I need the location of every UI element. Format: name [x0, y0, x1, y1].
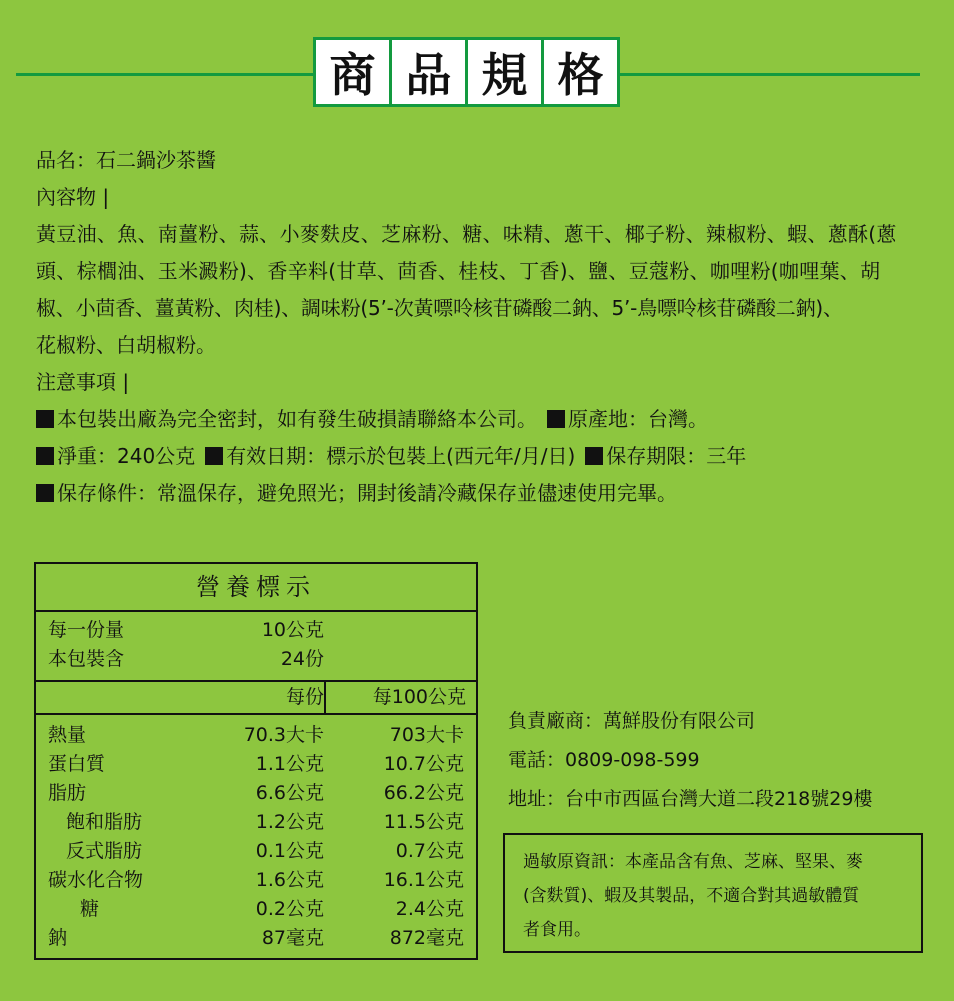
- nutrient-name: 糖: [80, 898, 100, 920]
- serving-size-label: 每一份量: [48, 619, 125, 641]
- nutrient-name: 脂肪: [48, 782, 87, 804]
- company-maker: 負責廠商：萬鮮股份有限公司: [508, 710, 756, 732]
- nutrient-name: 鈉: [48, 927, 68, 949]
- ingredients-line: 頭、棕櫚油、玉米澱粉)、香辛料(甘草、茴香、桂枝、丁香)、鹽、豆蔻粉、咖哩粉(咖哩葉、胡: [36, 259, 881, 283]
- notice-sealed: 本包裝出廠為完全密封，如有發生破損請聯絡本公司。: [57, 407, 537, 431]
- nutrient-per-100g: 2.4公克: [395, 898, 464, 920]
- table-row: [36, 721, 476, 750]
- nutrient-name: 碳水化合物: [48, 869, 144, 891]
- notice-shelf-life: 保存期限：三年: [606, 444, 747, 468]
- company-phone: 電話：0809-098-599: [508, 749, 700, 771]
- notice-storage: 保存條件：常溫保存，避免照光；開封後請冷藏保存並儘速使用完畢。: [57, 481, 677, 505]
- product-spec: [36, 142, 926, 512]
- square-bullet-icon: [205, 447, 223, 465]
- serving-size-row: [36, 616, 476, 645]
- table-row: [36, 750, 476, 779]
- nutrient-per-serving: 87毫克: [261, 927, 324, 949]
- square-bullet-icon: [36, 410, 54, 428]
- nutrient-per-100g: 10.7公克: [383, 753, 464, 775]
- allergen-line: 者食用。: [523, 920, 591, 940]
- serving-info: [36, 612, 476, 682]
- notice-line: [36, 438, 926, 475]
- nutrient-per-100g: 0.7公克: [395, 840, 464, 862]
- nutrient-per-serving: 6.6公克: [255, 782, 324, 804]
- nutrient-per-100g: 872毫克: [389, 927, 464, 949]
- title-char: 格: [544, 40, 617, 104]
- notice-line: [36, 475, 926, 512]
- notice-expiry: 有效日期：標示於包裝上(西元年/月/日): [226, 444, 576, 468]
- ingredients-label: 內容物 |: [36, 185, 110, 209]
- title-char: 商: [316, 40, 389, 104]
- nutrient-per-serving: 1.6公克: [255, 869, 324, 891]
- servings-row: [36, 645, 476, 674]
- title-char: 品: [392, 40, 465, 104]
- nutrient-per-100g: 66.2公克: [383, 782, 464, 804]
- table-row: [36, 895, 476, 924]
- ingredients-line: 椒、小茴香、薑黃粉、肉桂)、調味粉(5’-次黃嘌呤核苷磷酸二鈉、5’-鳥嘌呤核苷磷酸二鈉)、: [36, 296, 843, 320]
- notice-label: 注意事項 |: [36, 370, 130, 394]
- notice-line: [36, 401, 926, 438]
- nutrient-name: 反式脂肪: [66, 840, 143, 862]
- nutrient-name: 熱量: [48, 724, 87, 746]
- notice-net-weight: 淨重：240公克: [57, 444, 196, 468]
- table-row: [36, 924, 476, 953]
- nutrient-per-100g: 703大卡: [389, 724, 464, 746]
- table-row: [36, 837, 476, 866]
- product-name: 品名：石二鍋沙茶醬: [36, 148, 216, 172]
- company-info: [508, 702, 928, 819]
- square-bullet-icon: [36, 484, 54, 502]
- page-title: [313, 37, 620, 107]
- nutrition-title: 營養標示: [36, 564, 476, 612]
- company-address: 地址：台中市西區台灣大道二段218號29樓: [508, 788, 873, 810]
- nutrition-facts-table: [34, 562, 478, 960]
- nutrient-name: 蛋白質: [48, 753, 106, 775]
- servings-label: 本包裝含: [48, 648, 125, 670]
- nutrient-per-serving: 1.1公克: [255, 753, 324, 775]
- nutrient-per-serving: 0.2公克: [255, 898, 324, 920]
- table-row: [36, 779, 476, 808]
- allergen-line: 過敏原資訊：本產品含有魚、芝麻、堅果、麥: [523, 852, 863, 872]
- allergen-info-box: [503, 833, 923, 953]
- servings-value: 24份: [280, 648, 324, 670]
- ingredients-line: 黃豆油、魚、南薑粉、蒜、小麥麩皮、芝麻粉、糖、味精、蔥干、椰子粉、辣椒粉、蝦、蔥酥(蔥: [36, 222, 897, 246]
- nutrient-per-serving: 70.3大卡: [243, 724, 324, 746]
- title-char: 規: [468, 40, 541, 104]
- table-row: [36, 808, 476, 837]
- nutrition-rows: [36, 715, 476, 953]
- square-bullet-icon: [547, 410, 565, 428]
- nutrient-per-serving: 0.1公克: [255, 840, 324, 862]
- table-row: [36, 866, 476, 895]
- nutrition-header-row: [36, 682, 476, 715]
- nutrient-per-100g: 11.5公克: [383, 811, 464, 833]
- nutrient-name: 飽和脂肪: [66, 811, 143, 833]
- ingredients-line: 花椒粉、白胡椒粉。: [36, 333, 216, 357]
- serving-size-value: 10公克: [261, 619, 324, 641]
- allergen-line: (含麩質)、蝦及其製品，不適合對其過敏體質: [523, 886, 860, 906]
- nutrient-per-100g: 16.1公克: [383, 869, 464, 891]
- nutrient-per-serving: 1.2公克: [255, 811, 324, 833]
- square-bullet-icon: [585, 447, 603, 465]
- col-per-serving: 每份: [285, 686, 324, 708]
- col-per-100g: 每100公克: [324, 682, 466, 713]
- square-bullet-icon: [36, 447, 54, 465]
- notice-origin: 原產地：台灣。: [568, 407, 708, 431]
